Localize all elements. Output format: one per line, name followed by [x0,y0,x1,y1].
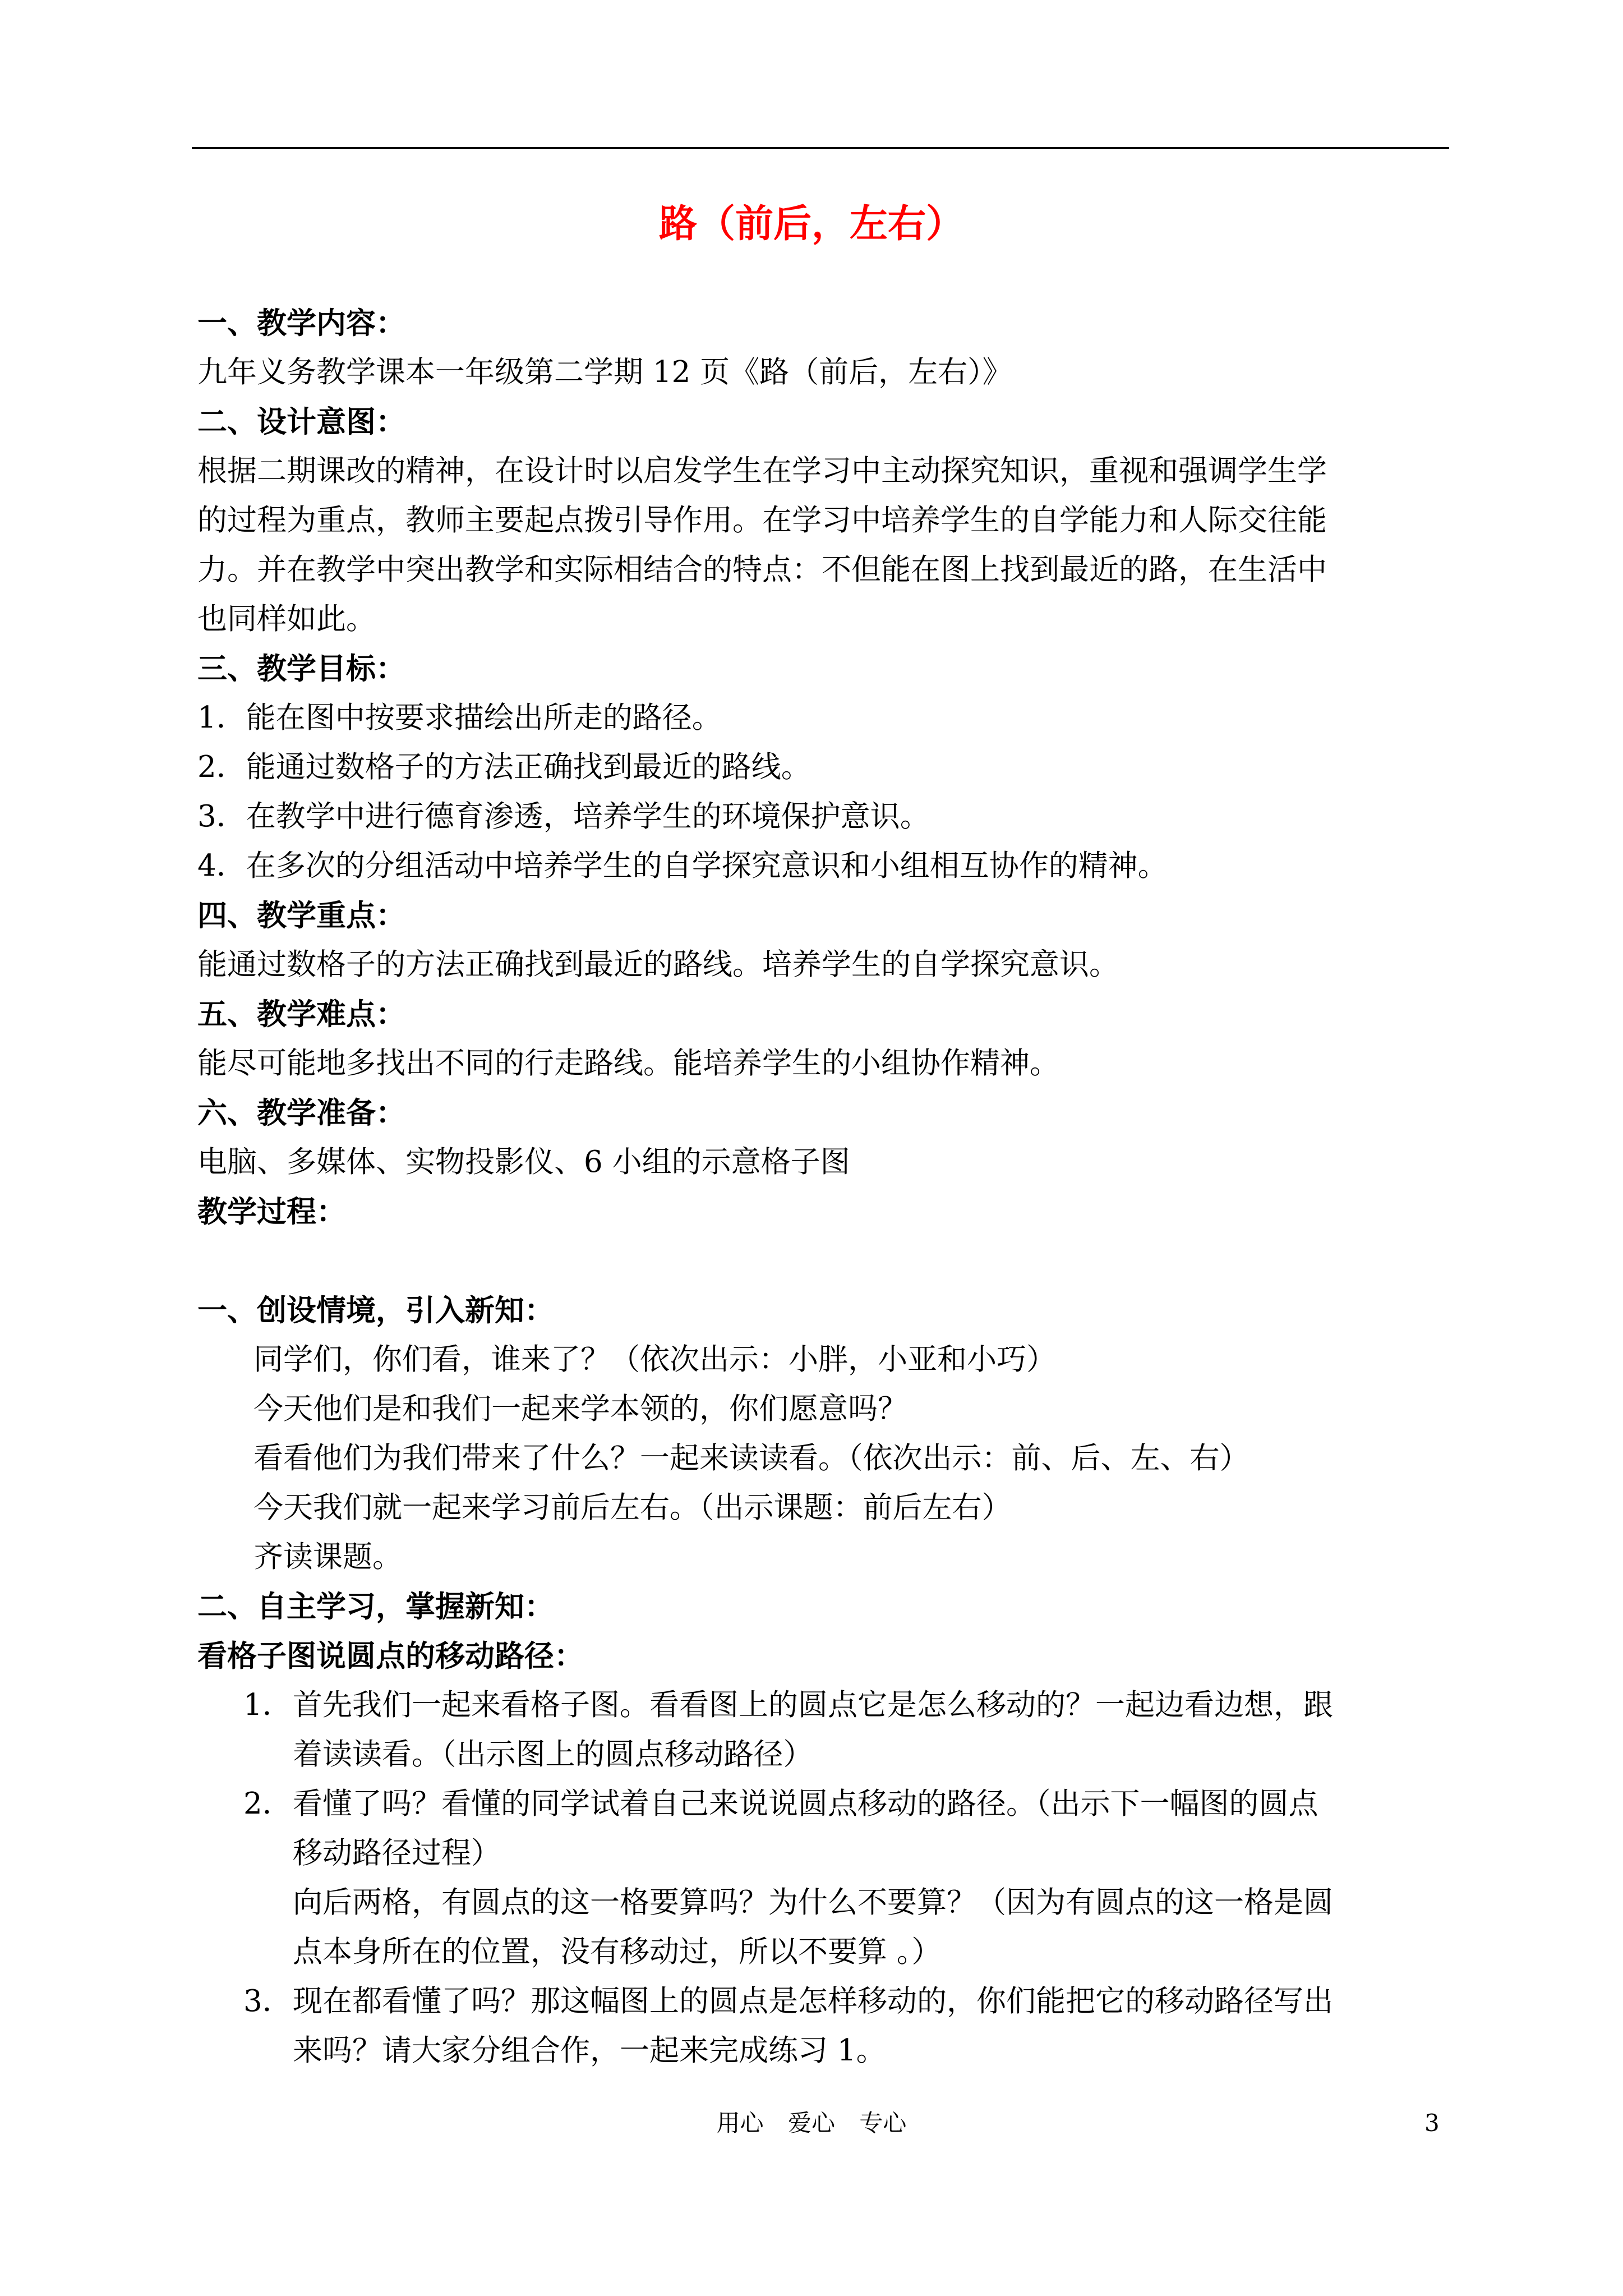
footer-motto: 用心 爱心 专心 [716,2109,907,2137]
paragraph-line: 看看他们为我们带来了什么？一起来读读看。（依次出示：前、后、左、右） [253,1441,1249,1475]
list-item: 3．在教学中进行德育渗透，培养学生的环境保护意识。 [197,799,930,834]
section-heading: 一、教学内容： [197,306,405,341]
subsection-heading: 看格子图说圆点的移动路径： [197,1639,584,1673]
page-number: 3 [1424,2109,1440,2137]
spacer [197,1236,1454,1286]
item-line: 移动路径过程） [293,1836,501,1870]
item-number: 1． [243,1688,292,1722]
section-heading: 四、教学重点： [197,898,405,933]
item-line: 来吗？请大家分组合作，一起来完成练习 1。 [293,2033,886,2068]
paragraph-line: 今天我们就一起来学习前后左右。（出示课题：前后左右） [253,1490,1012,1525]
section-heading: 一、创设情境，引入新知： [197,1293,554,1328]
paragraph-line: 同学们，你们看，谁来了？（依次出示：小胖，小亚和小巧） [253,1342,1056,1377]
numbered-item [197,1681,1454,1779]
paragraph: 能尽可能地多找出不同的行走路线。能培养学生的小组协作精神。 [197,1046,1059,1080]
document-body [197,298,1454,2076]
paragraph-line: 齐读课题。 [253,1540,402,1574]
list-item: 4．在多次的分组活动中培养学生的自学探究意识和小组相互协作的精神。 [197,849,1168,883]
section-heading: 三、教学目标： [197,651,405,686]
paragraph: 能通过数格子的方法正确找到最近的路线。培养学生的自学探究意识。 [197,947,1119,982]
list-item: 1．能在图中按要求描绘出所走的路径。 [197,701,722,735]
item-number: 2． [243,1787,292,1821]
paragraph: 电脑、多媒体、实物投影仪、6 小组的示意格子图 [197,1145,850,1179]
process-heading: 教学过程： [197,1194,346,1229]
section-heading: 二、设计意图： [197,404,405,439]
paragraph-line: 的过程为重点，教师主要起点拨引导作用。在学习中培养学生的自学能力和人际交往能 [197,503,1327,537]
item-line: 着读读看。（出示图上的圆点移动路径） [293,1737,813,1772]
item-line: 看懂了吗？看懂的同学试着自己来说说圆点移动的路径。（出示下一幅图的圆点 [293,1787,1318,1821]
item-line: 点本身所在的位置，没有移动过，所以不要算 。） [293,1935,942,1969]
paragraph-line: 力。并在教学中突出教学和实际相结合的特点：不但能在图上找到最近的路，在生活中 [197,553,1327,587]
paragraph-line: 根据二期课改的精神，在设计时以启发学生在学习中主动探究知识，重视和强调学生学 [197,454,1327,488]
numbered-item [197,1779,1454,1977]
paragraph: 九年义务教学课本一年级第二学期 12 页《路（前后，左右）》 [197,355,1012,389]
paragraph-line: 今天他们是和我们一起来学本领的，你们愿意吗？ [253,1392,907,1426]
section-heading: 六、教学准备： [197,1096,405,1130]
item-line: 首先我们一起来看格子图。看看图上的圆点它是怎么移动的？一起边看边想，跟 [293,1688,1333,1722]
item-line: 现在都看懂了吗？那这幅图上的圆点是怎样移动的，你们能把它的移动路径写出 [293,1984,1333,2018]
numbered-item [197,1977,1454,2076]
item-line: 向后两格，有圆点的这一格要算吗？为什么不要算？（因为有圆点的这一格是圆 [293,1885,1333,1920]
header-rule [192,147,1449,149]
item-number: 3． [243,1984,292,2018]
section-heading: 二、自主学习，掌握新知： [197,1589,554,1624]
list-item: 2．能通过数格子的方法正确找到最近的路线。 [197,750,811,784]
section-heading: 五、教学难点： [197,997,405,1032]
paragraph-line: 也同样如此。 [197,602,376,636]
page-title: 路（前后，左右） [658,201,964,246]
